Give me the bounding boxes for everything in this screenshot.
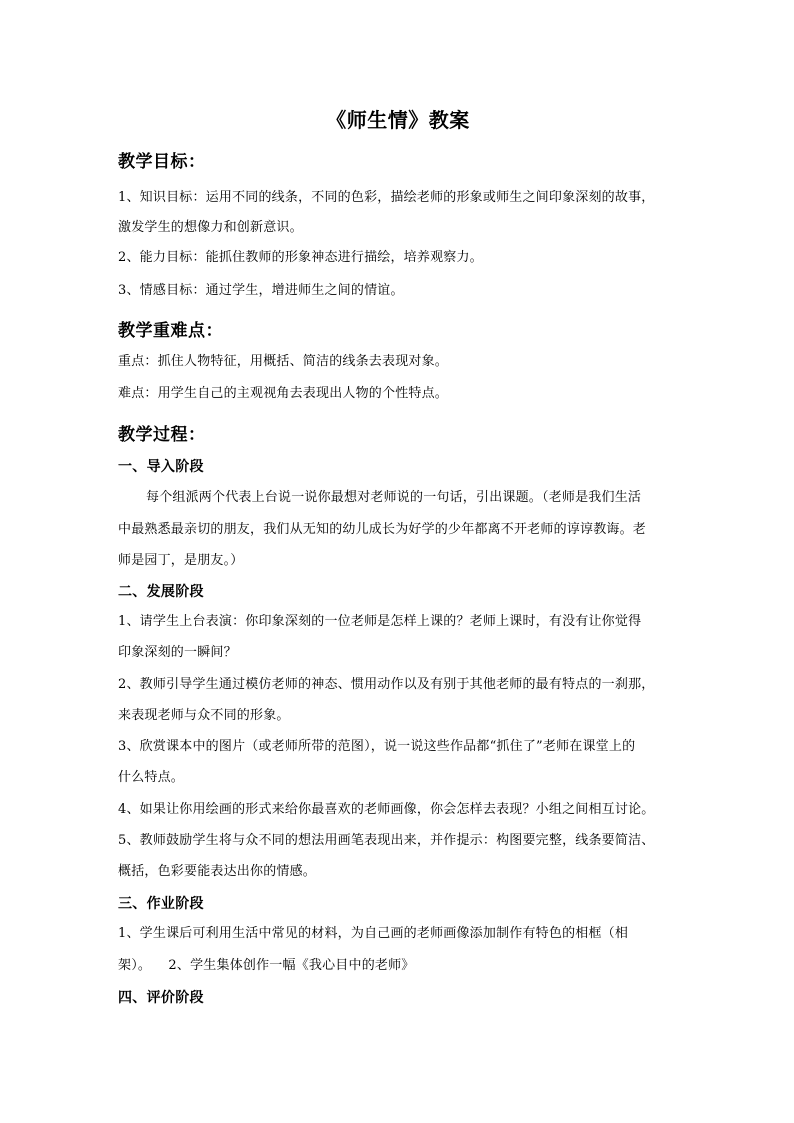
stage-2-line-1: 1、请学生上台表演：你印象深刻的一位老师是怎样上课的？老师上课时，有没有让你觉得 xyxy=(118,614,642,629)
stage-2-line-3: 2、教师引导学生通过模仿老师的神态、惯用动作以及有别于其他老师的最有特点的一刹那， xyxy=(118,677,655,692)
key-point-difficulty: 难点：用学生自己的主观视角去表现出人物的个性特点。 xyxy=(118,386,449,401)
stage-2-line-5: 3、欣赏课本中的图片（或老师所带的范图），说一说这些作品都“抓住了”老师在课堂上的 xyxy=(118,739,636,754)
heading-key-points: 教学重难点： xyxy=(118,321,223,341)
heading-stage-1: 一、导入阶段 xyxy=(118,459,204,475)
objective-1-line-2: 激发学生的想像力和创新意识。 xyxy=(118,220,303,235)
stage-2-line-9: 概括，色彩要能表达出你的情感。 xyxy=(118,864,317,879)
stage-2-line-8: 5、教师鼓励学生将与众不同的想法用画笔表现出来，并作提示：构图要完整，线条要简洁、 xyxy=(118,833,655,848)
heading-stage-4: 四、评价阶段 xyxy=(118,990,204,1006)
document-title: 《师生情》教案 xyxy=(326,108,470,132)
heading-stage-3: 三、作业阶段 xyxy=(118,896,204,912)
key-point-focus: 重点：抓住人物特征，用概括、简洁的线条去表现对象。 xyxy=(118,354,449,369)
objective-2: 2、能力目标：能抓住教师的形象神态进行描绘，培养观察力。 xyxy=(118,250,483,265)
stage-1-line-2: 中最熟悉最亲切的朋友，我们从无知的幼儿成长为好学的少年都离不开老师的谆谆教诲。老 xyxy=(118,522,647,537)
heading-process: 教学过程： xyxy=(118,425,206,445)
objective-3: 3、情感目标：通过学生，增进师生之间的情谊。 xyxy=(118,283,404,298)
stage-2-line-4: 来表现老师与众不同的形象。 xyxy=(118,708,290,723)
stage-1-line-1-text: 每个组派两个代表上台说一说你最想对老师说的一句话，引出课题。（老师是我们生活 xyxy=(146,490,642,505)
stage-2-line-6: 什么特点。 xyxy=(118,770,185,785)
stage-2-line-7: 4、如果让你用绘画的形式来给你最喜欢的老师画像，你会怎样去表现？小组之间相互讨论。 xyxy=(118,802,655,817)
stage-3-line-1: 1、学生课后可利用生活中常见的材料，为自己画的老师画像添加制作有特色的相框（相 xyxy=(118,926,629,941)
stage-1-line-3: 师是园丁，是朋友。） xyxy=(118,553,244,568)
stage-2-line-2: 印象深刻的一瞬间？ xyxy=(118,645,237,660)
objective-1-line-1: 1、知识目标：运用不同的线条，不同的色彩，描绘老师的形象或师生之间印象深刻的故事， xyxy=(118,190,655,205)
heading-stage-2: 二、发展阶段 xyxy=(118,584,204,600)
heading-objectives: 教学目标： xyxy=(118,152,206,172)
stage-1-line-1 xyxy=(118,482,678,513)
stage-3-line-2: 架）。 2、学生集体创作一幅《我心目中的老师》 xyxy=(118,958,415,973)
